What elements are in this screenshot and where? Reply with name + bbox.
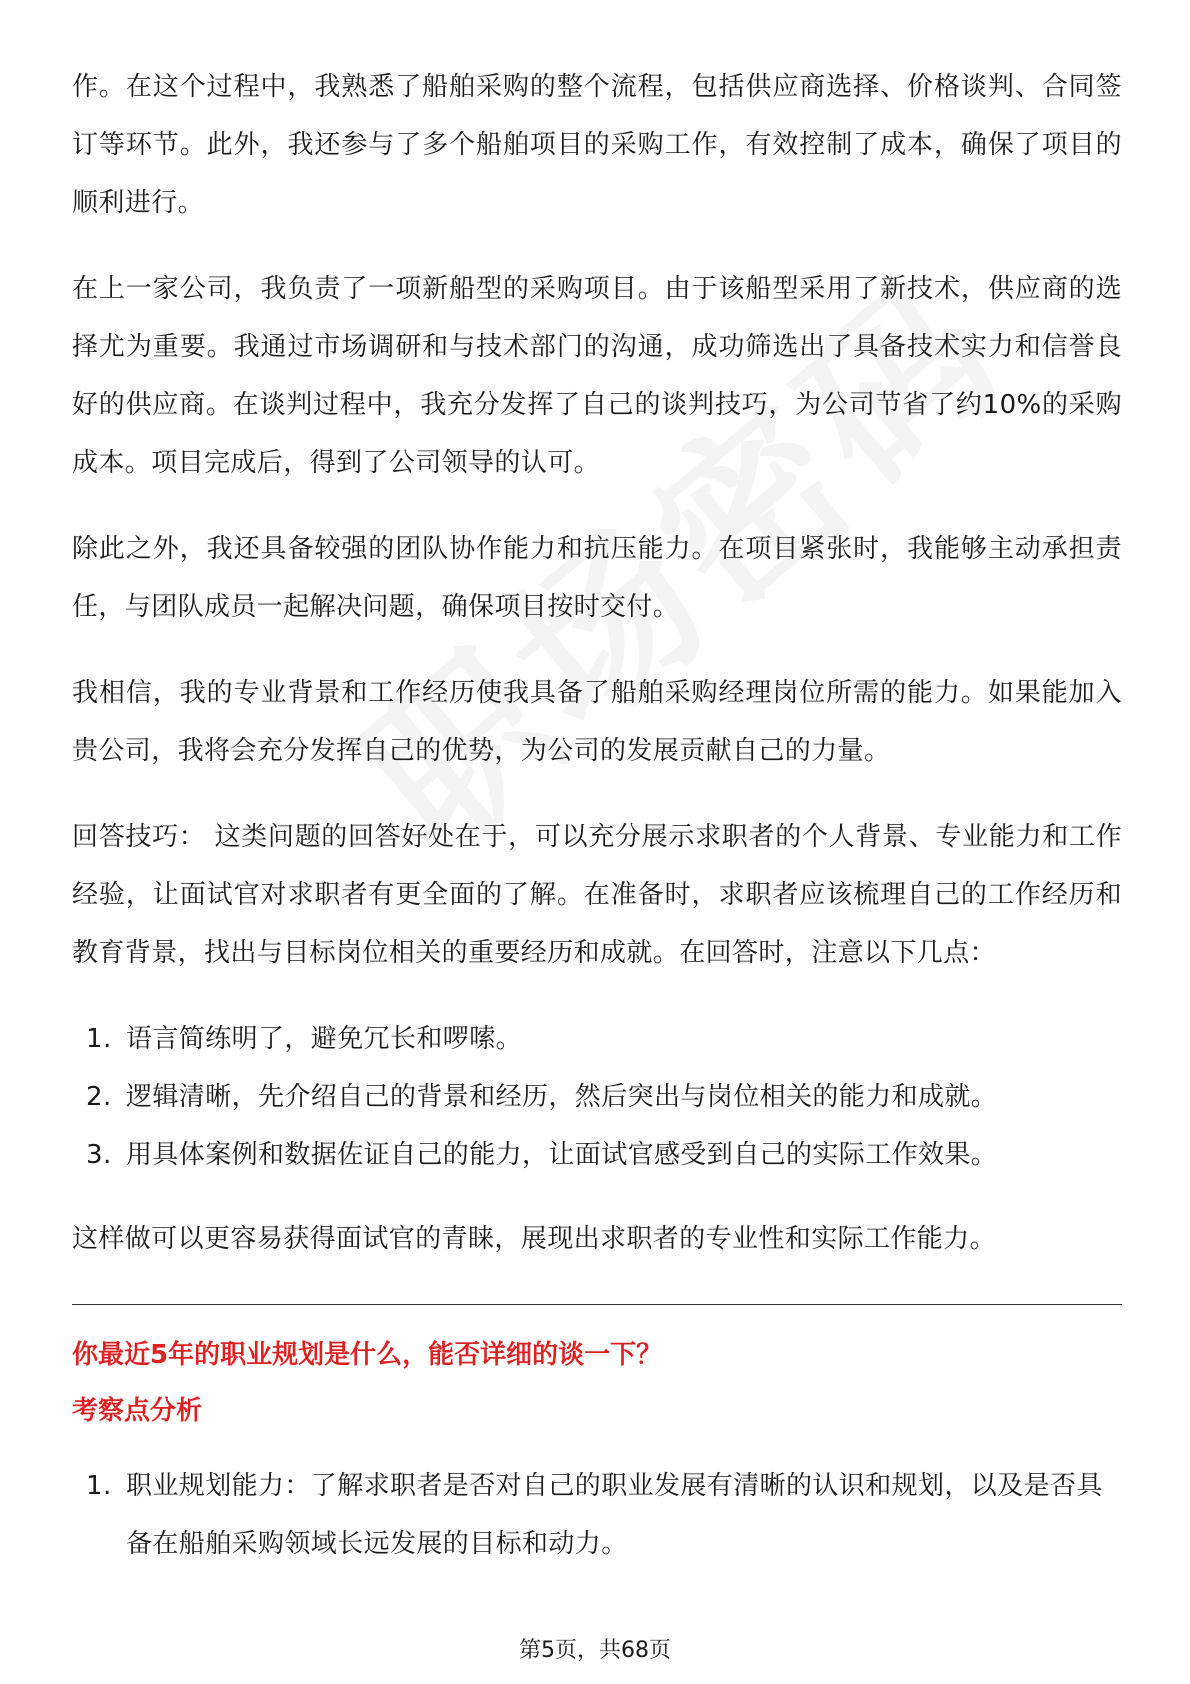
tips-list [72, 1010, 1122, 1184]
paragraph: 除此之外，我还具备较强的团队协作能力和抗压能力。在项目紧张时，我能够主动承担责任，与团队成员一起解决问题，确保项目按时交付。 [72, 534, 1122, 622]
answer-tips-paragraph: 回答技巧： 这类问题的回答好处在于，可以充分展示求职者的个人背景、专业能力和工作经验，让面试官对求职者有更全面的了解。在准备时，求职者应该梳理自己的工作经历和教育背景，找出与目标岗位相关的重要经历和成就。在回答时，注意以下几点： [72, 822, 1122, 968]
list-item-text: 职业规划能力：了解求职者是否对自己的职业发展有清晰的认识和规划，以及是否具备在船舶采购领域长远发展的目标和动力。 [126, 1471, 1103, 1559]
paragraph: 我相信，我的专业背景和工作经历使我具备了船舶采购经理岗位所需的能力。如果能加入贵公司，我将会充分发挥自己的优势，为公司的发展贡献自己的力量。 [72, 678, 1122, 766]
list-item-text: 语言简练明了，避免冗长和啰嗦。 [126, 1024, 523, 1054]
document-page [72, 58, 1122, 1599]
analysis-points-list [72, 1457, 1122, 1573]
list-number: 1. [86, 1024, 112, 1054]
question-title: 你最近5年的职业规划是什么，能否详细的谈一下？ [72, 1340, 663, 1370]
paragraph: 作。在这个过程中，我熟悉了船舶采购的整个流程，包括供应商选择、价格谈判、合同签订等环节。此外，我还参与了多个船舶项目的采购工作，有效控制了成本，确保了项目的顺利进行。 [72, 72, 1122, 218]
list-item [72, 1010, 1122, 1068]
list-item-text: 用具体案例和数据佐证自己的能力，让面试官感受到自己的实际工作效果。 [126, 1140, 998, 1170]
closing-paragraph: 这样做可以更容易获得面试官的青睐，展现出求职者的专业性和实际工作能力。 [72, 1224, 997, 1254]
list-number: 3. [86, 1140, 112, 1170]
list-item [72, 1068, 1122, 1126]
list-item-text: 逻辑清晰，先介绍自己的背景和经历，然后突出与岗位相关的能力和成就。 [126, 1082, 998, 1112]
list-number: 2. [86, 1082, 112, 1112]
section-divider [72, 1304, 1122, 1305]
analysis-heading: 考察点分析 [72, 1396, 203, 1426]
paragraph: 在上一家公司，我负责了一项新船型的采购项目。由于该船型采用了新技术，供应商的选择尤为重要。我通过市场调研和与技术部门的沟通，成功筛选出了具备技术实力和信誉良好的供应商。在谈判过程中，我充分发挥了自己的谈判技巧，为公司节省了约10%的采购成本。项目完成后，得到了公司领导的认可。 [72, 274, 1122, 478]
page-footer: 第5页，共68页 [519, 1638, 671, 1663]
list-number: 1. [86, 1471, 112, 1501]
list-item [72, 1126, 1122, 1184]
list-item [72, 1457, 1122, 1573]
